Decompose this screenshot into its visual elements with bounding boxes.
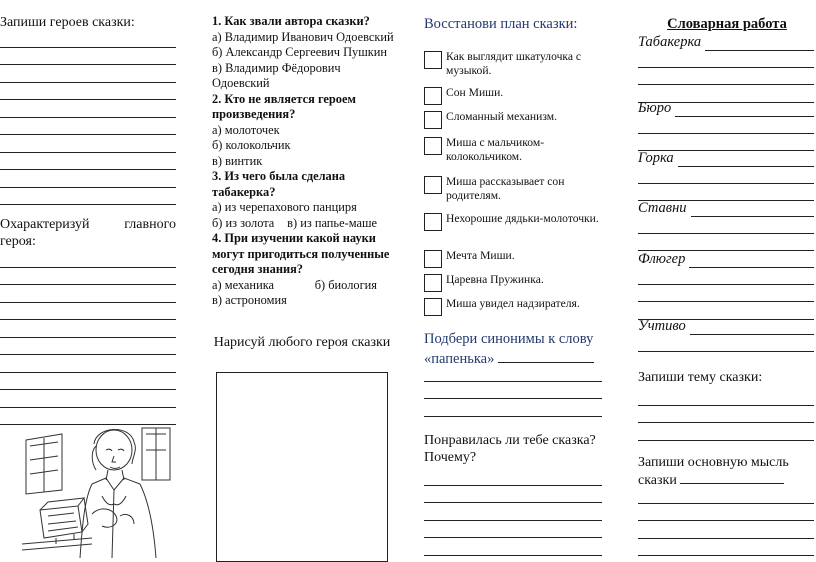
characterize-answer-lines[interactable] [0,250,176,425]
synonyms-task [424,330,609,368]
plan-checkbox[interactable] [424,176,442,194]
plan-item [424,50,606,78]
answer-line[interactable] [638,406,814,424]
plan-checkbox[interactable] [424,137,442,155]
plan-item-label: Сломанный механизм. [446,110,557,123]
answer-option[interactable]: в) Владимир Фёдорович Одоевский [212,60,341,90]
plan-item-label: Миша рассказывает сон родителям. [446,175,565,202]
column-heroes [0,0,180,558]
answer-line[interactable] [638,116,814,134]
plan-item-label: Нехорошие дядьки-молоточки. [446,212,599,225]
main-idea-title: Запиши основную мысль сказки [638,455,789,488]
answer-line[interactable] [424,468,602,486]
vocab-lines[interactable] [638,116,814,151]
liked-question: Понравилась ли тебе сказка? Почему? [424,433,596,465]
answer-line[interactable] [638,234,814,252]
topic-title: Запиши тему сказки: [638,370,763,385]
plan-checkbox[interactable] [424,213,442,231]
drawing-box[interactable] [216,372,388,562]
answer-line[interactable] [638,184,814,202]
answer-line[interactable] [0,83,176,101]
answer-line[interactable] [638,68,814,86]
answer-line[interactable] [0,355,176,373]
vocab-word-row [638,150,814,167]
plan-checkbox[interactable] [424,111,442,129]
vocab-word-row [638,318,814,335]
characterize-word-1: Охарактеризуй [0,217,90,232]
answer-line[interactable] [638,134,814,152]
answer-line[interactable] [638,302,814,320]
question-2: 2. Кто не является героем произведения? [212,91,356,121]
main-idea-task [638,454,816,489]
plan-item-label: Мечта Миши. [446,249,515,262]
vocab-word: Табакерка [638,34,702,50]
question-4: 4. При изучении какой науки могут пригодиться полученные сегодня знания? [212,231,390,276]
plan-item-label: Миша с мальчиком-колокольчиком. [446,136,545,163]
answer-option[interactable]: б) колокольчик [212,138,291,152]
answer-option[interactable]: б) из золота [212,215,275,230]
answer-line[interactable] [638,486,814,504]
plan-item [424,136,606,164]
vocab-lines[interactable] [638,50,814,103]
girl-illustration [22,420,172,558]
plan-item [424,86,606,105]
answer-option[interactable]: б) биология [314,277,377,292]
plan-item [424,212,606,231]
heroes-title: Запиши героев сказки: [0,15,135,30]
answer-line[interactable] [0,268,176,286]
column-vocabulary [638,0,816,558]
answer-line[interactable] [424,503,602,521]
characterize-title [0,216,176,233]
vocab-word-row [638,200,814,217]
answer-option[interactable]: а) из черепахового панциря [212,200,357,214]
characterize-title-line2: героя: [0,234,36,249]
question-3: 3. Из чего была сделана табакерка? [212,169,346,199]
plan-item-label: Царевна Пружинка. [446,273,544,286]
answer-line[interactable] [0,153,176,171]
answer-line[interactable] [638,334,814,352]
answer-line[interactable] [498,348,594,363]
answer-line[interactable] [638,539,814,557]
column-plan [424,0,609,558]
plan-title: Восстанови план сказки: [424,16,578,32]
answer-line[interactable] [638,423,814,441]
answer-option[interactable]: в) из папье-маше [287,215,377,230]
answer-line[interactable] [638,285,814,303]
vocab-lines[interactable] [638,267,814,320]
plan-item [424,175,606,203]
answer-line[interactable] [638,267,814,285]
plan-item [424,249,606,268]
plan-checkbox[interactable] [424,87,442,105]
answer-line[interactable] [0,100,176,118]
answer-row [212,278,377,294]
answer-line[interactable] [0,30,176,48]
answer-line[interactable] [680,471,784,484]
answer-line[interactable] [638,504,814,522]
answer-option[interactable]: а) механика [212,277,275,292]
characterize-word-2: главного [124,217,176,232]
answer-line[interactable] [0,65,176,83]
vocab-lines[interactable] [638,334,814,352]
answer-line[interactable] [0,135,176,153]
answer-line[interactable] [424,382,602,400]
answer-line[interactable] [0,250,176,268]
answer-line[interactable] [424,538,602,556]
vocab-word-row [638,34,814,51]
synonyms-answer-lines[interactable] [424,364,602,417]
answer-line[interactable] [638,216,814,234]
heroes-answer-lines[interactable] [0,30,176,205]
main-idea-answer-lines[interactable] [638,486,814,556]
answer-line[interactable] [0,188,176,206]
quiz [212,14,394,309]
answer-option[interactable]: а) молоточек [212,122,280,137]
vocab-lines[interactable] [638,216,814,251]
plan-checkbox[interactable] [424,250,442,268]
answer-line[interactable] [638,50,814,68]
answer-line[interactable] [424,521,602,539]
answer-line[interactable] [424,364,602,382]
answer-line[interactable] [0,118,176,136]
plan-item [424,110,606,129]
plan-checkbox[interactable] [424,51,442,69]
answer-line[interactable] [0,320,176,338]
answer-line[interactable] [0,170,176,188]
synonyms-title: Подбери синонимы к слову «папенька» [424,331,594,367]
vocab-word: Флюгер [638,251,686,267]
answer-line[interactable] [638,166,814,184]
answer-line[interactable] [0,390,176,408]
vocabulary-title: Словарная работа [667,16,787,32]
answer-option[interactable]: в) винтик [212,153,263,168]
vocab-word-row [638,251,814,268]
answer-line[interactable] [424,399,602,417]
vocab-lines[interactable] [638,166,814,201]
topic-answer-lines[interactable] [638,388,814,441]
answer-line[interactable] [638,388,814,406]
answer-line[interactable] [0,303,176,321]
answer-line[interactable] [0,373,176,391]
vocab-word: Ставни [638,200,687,216]
answer-line[interactable] [0,285,176,303]
draw-hero-title: Нарисуй любого героя сказки [213,335,391,350]
answer-option[interactable]: а) Владимир Иванович Одоевский [212,29,394,44]
answer-option[interactable]: б) Александр Сергеевич Пушкин [212,45,388,59]
plan-item [424,297,606,316]
plan-item-label: Миша увидел надзирателя. [446,297,580,310]
vocab-word-row [638,100,814,117]
plan-item-label: Сон Миши. [446,86,504,99]
vocab-word: Бюро [638,100,672,116]
question-1: 1. Как звали автора сказки? [212,14,370,28]
liked-answer-lines[interactable] [424,468,602,556]
answer-line[interactable] [638,521,814,539]
answer-line[interactable] [0,338,176,356]
answer-line[interactable] [0,48,176,66]
plan-checkbox[interactable] [424,298,442,316]
vocab-word: Горка [638,150,674,166]
vocab-word: Учтиво [638,318,686,334]
plan-checkbox[interactable] [424,274,442,292]
plan-item [424,273,606,292]
column-quiz [212,0,392,558]
answer-line[interactable] [424,486,602,504]
answer-option[interactable]: в) астрономия [212,293,287,307]
plan-item-label: Как выглядит шкатулочка с музыкой. [446,50,582,77]
answer-row [212,216,377,232]
